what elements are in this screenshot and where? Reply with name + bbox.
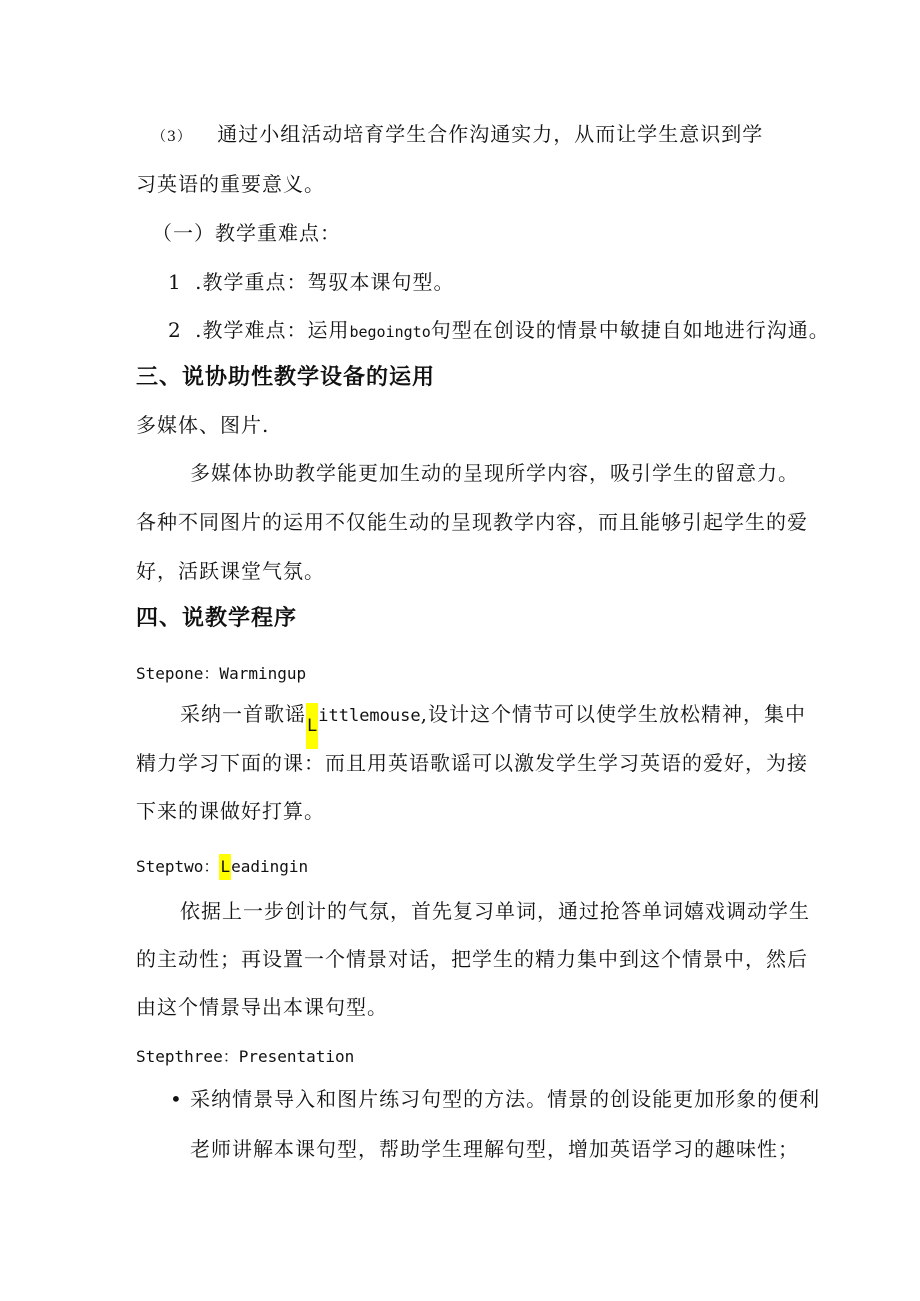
goal-item-3-continuation: 习英语的重要意义。 (136, 172, 325, 196)
step-1-song-title: ittlemouse (318, 706, 421, 726)
step-1-label: Stepone：Warmingup (136, 664, 307, 683)
goal-item-3-number: （3） (152, 129, 192, 145)
step-1-line-3: 下来的课做好打算。 (136, 799, 325, 823)
step-3-bullet-item (170, 1085, 820, 1113)
bullet-icon: • (170, 1087, 183, 1111)
highlight-mark: L (306, 703, 318, 749)
step-2-line-1: 依据上一步创计的气氛，首先复习单词，通过抢答单词嬉戏调动学生 (180, 899, 810, 923)
section-3-heading: 三、说协助性教学设备的运用 (136, 365, 436, 390)
step-2-line-2: 的主动性；再设置一个情景对话，把学生的精力集中到这个情景中，然后 (136, 947, 808, 971)
key-point-1-number: 1 (168, 270, 182, 294)
key-point-2 (168, 316, 830, 346)
step-2-label-post: eadingin (231, 857, 309, 876)
step-3-line-2: 老师讲解本课句型，帮助学生理解句型，增加英语学习的趣味性； (190, 1137, 799, 1161)
section-4-heading: 四、说教学程序 (136, 606, 298, 631)
key-points-heading: （一）教学重难点： (152, 221, 341, 245)
step-1-line-1 (180, 700, 806, 749)
highlight-mark: L (219, 854, 231, 880)
goal-item-3-text: 通过小组活动培育学生合作沟通实力，从而让学生意识到学 (217, 122, 764, 146)
step-3-line-1: 采纳情景导入和图片练习句型的方法。情景的创设能更加形象的便利 (190, 1087, 821, 1111)
section-3-line-1: 多媒体、图片. (136, 413, 270, 437)
section-3-paragraph-line-3: 好，活跃课堂气氛。 (136, 559, 325, 583)
key-point-2-text-post: 句型在创设的情景中敏捷自如地进行沟通。 (430, 318, 830, 342)
step-1-line-1-post: ,设计这个情节可以使学生放松精神，集中 (420, 702, 806, 726)
step-3-label: Stepthree：Presentation (136, 1047, 355, 1066)
step-1-line-2: 精力学习下面的课：而且用英语歌谣可以激发学生学习英语的爱好，为接 (136, 751, 808, 775)
step-1-line-1-pre: 采纳一首歌谣 (180, 702, 306, 726)
key-point-1 (168, 268, 454, 296)
section-3-paragraph-line-1: 多媒体协助教学能更加生动的呈现所学内容，吸引学生的留意力。 (190, 461, 799, 485)
step-2-label (136, 853, 308, 881)
key-point-1-text: .教学重点：驾驭本课句型。 (195, 270, 455, 294)
key-point-2-number: 2 (168, 318, 182, 342)
key-point-2-code: begoingto (349, 323, 431, 341)
section-3-paragraph-line-2: 各种不同图片的运用不仅能生动的呈现教学内容，而且能够引起学生的爱 (136, 510, 808, 534)
key-point-2-text-pre: .教学难点：运用 (195, 318, 350, 342)
goal-item-3-line (152, 120, 763, 151)
step-2-label-pre: Steptwo： (136, 857, 220, 876)
step-2-line-3: 由这个情景导出本课句型。 (136, 995, 388, 1019)
